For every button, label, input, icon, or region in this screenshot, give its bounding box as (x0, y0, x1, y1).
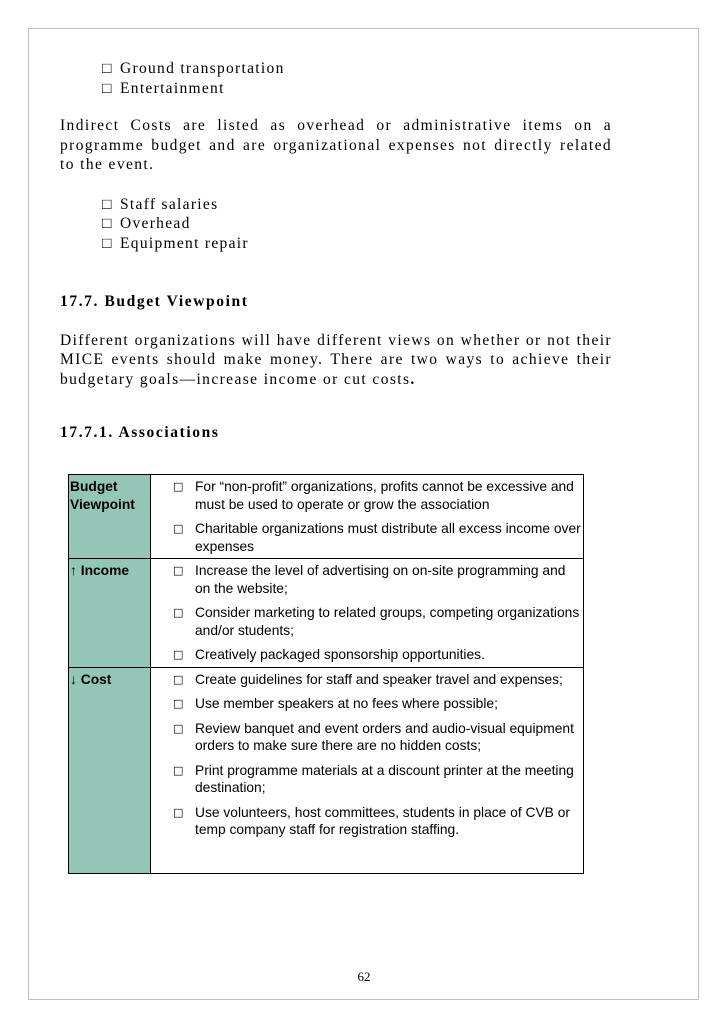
list-item (102, 59, 612, 79)
checkbox-icon: □ (173, 721, 184, 735)
checkbox-icon: □ (173, 522, 184, 535)
checkbox-icon: □ (173, 564, 184, 577)
subsection-heading: 17.7.1. Associations (60, 424, 220, 441)
page-content (60, 59, 612, 443)
checkbox-icon: □ (173, 606, 184, 619)
table-item-text: Charitable organizations must distribute all excess income over expenses (195, 521, 581, 554)
table-item (173, 562, 583, 597)
paragraph-budget-viewpoint (60, 331, 612, 390)
table-row (69, 667, 584, 873)
list-item (102, 195, 612, 215)
table-item-text: Creatively packaged sponsorship opportunities. (195, 647, 485, 662)
table-item (173, 695, 583, 713)
page-number: 62 (357, 969, 371, 984)
list-item-text: Ground transportation (120, 60, 285, 77)
checkbox-icon: □ (173, 805, 184, 819)
checkbox-icon: □ (102, 195, 113, 213)
paragraph-indirect-costs: Indirect Costs are listed as overhead or administrative items on a programme budget and are organizational expenses not directly related to the event. (60, 117, 612, 173)
table-row (69, 559, 584, 668)
list-item (102, 214, 612, 234)
checkbox-icon: □ (102, 79, 113, 97)
checkbox-icon: □ (102, 60, 113, 77)
table-item-text: Use member speakers at no fees where possible; (195, 696, 498, 711)
table-item-text: Increase the level of advertising on on-site programming and on the website; (195, 563, 566, 596)
list-item-text: Entertainment (120, 79, 225, 97)
list-item (102, 79, 612, 99)
budget-table-wrap (68, 474, 584, 874)
row-items (151, 667, 584, 873)
checkbox-icon: □ (102, 215, 113, 232)
table-item (173, 762, 583, 797)
table-item (173, 646, 583, 664)
table-item-text: For “non-profit” organizations, profits cannot be excessive and must be used to operate or grow the association (195, 479, 574, 512)
table-item (173, 604, 583, 639)
table-item-text: Print programme materials at a discount printer at the meeting destination; (195, 762, 574, 795)
checkbox-icon: □ (173, 763, 184, 777)
budget-viewpoint-table (68, 474, 584, 874)
row-header: ↓ Cost (69, 667, 151, 873)
list-item (102, 234, 612, 254)
checkbox-icon: □ (173, 648, 184, 661)
paragraph-end-mark: . (410, 370, 416, 388)
table-item-text: Review banquet and event orders and audio-visual equipment orders to make sure there are no hidden costs; (195, 720, 574, 753)
row-items (151, 559, 584, 668)
section-heading: 17.7. Budget Viewpoint (60, 293, 249, 310)
table-item (173, 804, 583, 839)
list-indirect (60, 195, 612, 254)
table-item (173, 671, 583, 689)
list-top (60, 59, 612, 98)
table-item (173, 520, 583, 555)
paragraph-text: Different organizations will have different views on whether or not their MICE events should make money. There are two ways to achieve their budgetary goals—increase income or cut costs (60, 331, 612, 388)
list-item-text: Overhead (120, 215, 191, 232)
row-header: ↑ Income (69, 559, 151, 668)
checkbox-icon: □ (102, 234, 113, 252)
checkbox-icon: □ (173, 672, 184, 686)
checkbox-icon: □ (173, 697, 184, 710)
table-item-text: Create guidelines for staff and speaker travel and expenses; (195, 671, 563, 687)
list-item-text: Staff salaries (120, 195, 219, 213)
row-items (151, 475, 584, 559)
list-item-text: Equipment repair (120, 234, 249, 252)
table-item-text: Consider marketing to related groups, competing organizations and/or students; (195, 605, 580, 638)
row-header: Budget Viewpoint (69, 475, 151, 559)
table-item (173, 478, 583, 513)
table-row (69, 475, 584, 559)
table-item (173, 720, 583, 755)
checkbox-icon: □ (173, 480, 184, 493)
table-item-text: Use volunteers, host committees, students in place of CVB or temp company staff for registration staffing. (195, 804, 570, 837)
